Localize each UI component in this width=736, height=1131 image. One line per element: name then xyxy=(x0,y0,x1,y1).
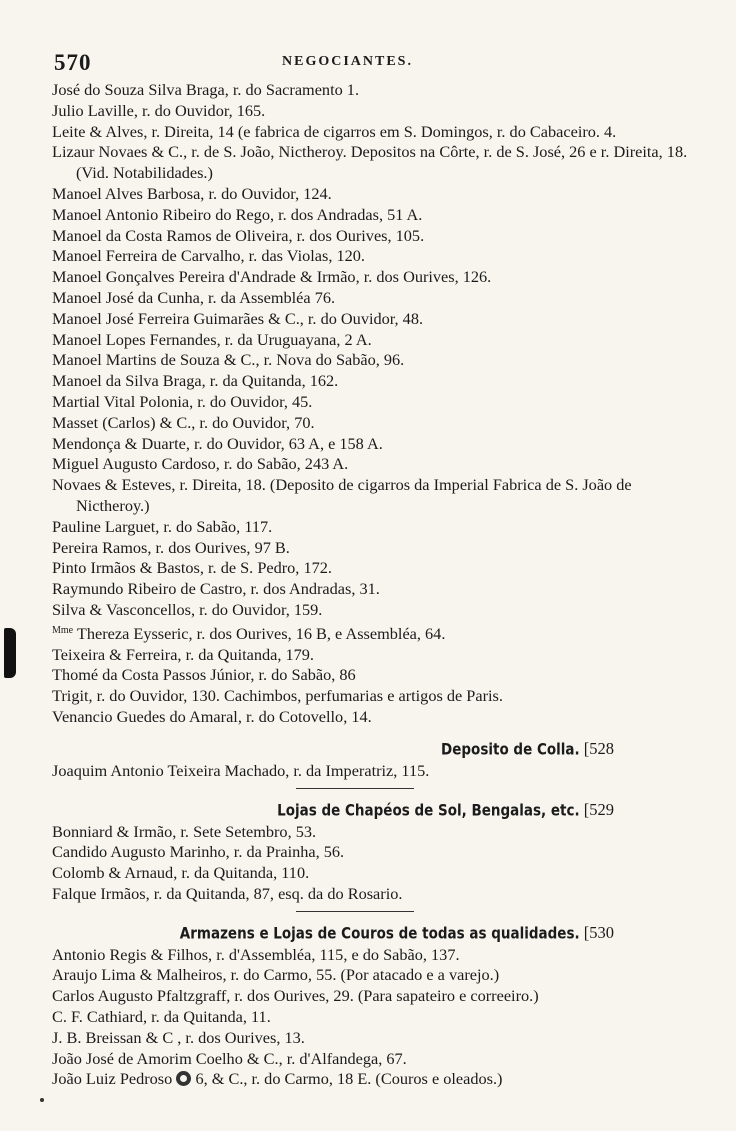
list-item: Lizaur Novaes & C., r. de S. João, Nictheroy. Depositos na Côrte, r. de S. José, 26 e r. Direita, 18. (Vid. Notabilidades.) xyxy=(52,142,688,183)
page-header xyxy=(52,50,692,80)
section-title: Deposito de Colla. xyxy=(441,740,580,759)
divider xyxy=(296,788,414,789)
list-item: Manoel Lopes Fernandes, r. da Uruguayana, 2 A. xyxy=(52,329,372,349)
list-item: Manoel Gonçalves Pereira d'Andrade & Irmão, r. dos Ourives, 126. xyxy=(52,267,492,287)
list-item: Martial Vital Polonia, r. do Ouvidor, 45. xyxy=(52,391,313,411)
seal-icon xyxy=(176,1071,191,1086)
list-item: Antonio Regis & Filhos, r. d'Assembléa, 115, e do Sabão, 137. xyxy=(52,944,460,964)
list-item: C. F. Cathiard, r. da Quitanda, 11. xyxy=(52,1007,271,1027)
list-item: Bonniard & Irmão, r. Sete Setembro, 53. xyxy=(52,821,317,841)
divider xyxy=(296,911,414,912)
list-item: Teixeira & Ferreira, r. da Quitanda, 179. xyxy=(52,644,314,664)
section-title: Lojas de Chapéos de Sol, Bengalas, etc. xyxy=(277,801,580,820)
list-item-text: João Luiz Pedroso xyxy=(52,1069,173,1089)
list-item: Manoel Ferreira de Carvalho, r. das Violas, 120. xyxy=(52,246,365,266)
section-heading xyxy=(52,922,692,945)
list-item: Manoel José Ferreira Guimarães & C., r. do Ouvidor, 48. xyxy=(52,308,424,328)
list-item-text: 6, & C., r. do Carmo, 18 E. (Couros e oleados.) xyxy=(195,1069,503,1089)
list-item: Raymundo Ribeiro de Castro, r. dos Andradas, 31. xyxy=(52,579,380,599)
list-item: Manoel da Silva Braga, r. da Quitanda, 162. xyxy=(52,371,339,391)
list-item: Manoel Alves Barbosa, r. do Ouvidor, 124. xyxy=(52,183,332,203)
merchant-list xyxy=(52,80,692,728)
section-number: [530 xyxy=(583,922,614,942)
list-item: Falque Irmãos, r. da Quitanda, 87, esq. da do Rosario. xyxy=(52,883,403,903)
list-item: Julio Laville, r. do Ouvidor, 165. xyxy=(52,100,266,120)
list-item: Araujo Lima & Malheiros, r. do Carmo, 55. (Por atacado e a varejo.) xyxy=(52,965,500,985)
margin-ink-mark xyxy=(4,628,16,678)
list-item: Pinto Irmãos & Bastos, r. de S. Pedro, 172. xyxy=(52,558,332,578)
section-title: Armazens e Lojas de Couros de todas as qualidades. xyxy=(179,924,580,943)
list-item: Silva & Vasconcellos, r. do Ouvidor, 159. xyxy=(52,599,323,619)
list-item: Venancio Guedes do Amaral, r. do Cotovello, 14. xyxy=(52,706,372,726)
list-item: Candido Augusto Marinho, r. da Prainha, 56. xyxy=(52,842,345,862)
list-item: Manoel Antonio Ribeiro do Rego, r. dos Andradas, 51 A. xyxy=(52,204,423,224)
section-number: [528 xyxy=(583,738,614,758)
list-item: Miguel Augusto Cardoso, r. do Sabão, 243 A. xyxy=(52,454,349,474)
list-item: Colomb & Arnaud, r. da Quitanda, 110. xyxy=(52,863,310,883)
list-item: Pauline Larguet, r. do Sabão, 117. xyxy=(52,516,273,536)
list-item xyxy=(52,621,692,645)
running-title: NEGOCIANTES. xyxy=(282,54,413,69)
list-item: J. B. Breissan & C , r. dos Ourives, 13. xyxy=(52,1027,305,1047)
list-item: Manoel José da Cunha, r. da Assembléa 76. xyxy=(52,287,336,307)
list-item: Pereira Ramos, r. dos Ourives, 97 B. xyxy=(52,537,290,557)
list-item: Masset (Carlos) & C., r. do Ouvidor, 70. xyxy=(52,412,315,432)
section-number: [529 xyxy=(583,799,614,819)
list-item: Manoel da Costa Ramos de Oliveira, r. dos Ourives, 105. xyxy=(52,225,425,245)
page-number: 570 xyxy=(54,50,92,75)
section-heading xyxy=(52,799,692,822)
section-heading xyxy=(52,738,692,761)
list-item: João José de Amorim Coelho & C., r. d'Alfandega, 67. xyxy=(52,1048,407,1068)
directory-page xyxy=(52,50,692,1090)
list-item: Manoel Martins de Souza & C., r. Nova do Sabão, 96. xyxy=(52,350,405,370)
list-item: Novaes & Esteves, r. Direita, 18. (Deposito de cigarros da Imperial Fabrica de S. João de Nictheroy.) xyxy=(52,475,632,515)
ink-speck xyxy=(40,1098,44,1102)
list-item xyxy=(52,1069,692,1090)
list-item: Leite & Alves, r. Direita, 14 (e fabrica de cigarros em S. Domingos, r. do Cabaceiro. 4. xyxy=(52,121,617,141)
list-item: Joaquim Antonio Teixeira Machado, r. da Imperatriz, 115. xyxy=(52,760,430,780)
list-item-text: Thereza Eysseric, r. dos Ourives, 16 B, e Assembléa, 64. xyxy=(76,623,446,643)
list-item: Carlos Augusto Pfaltzgraff, r. dos Ourives, 29. (Para sapateiro e correeiro.) xyxy=(52,986,539,1006)
mme-prefix: Mme xyxy=(52,624,74,636)
list-item: Trigit, r. do Ouvidor, 130. Cachimbos, perfumarias e artigos de Paris. xyxy=(52,686,503,706)
list-item: Thomé da Costa Passos Júnior, r. do Sabão, 86 xyxy=(52,665,356,685)
list-item: Mendonça & Duarte, r. do Ouvidor, 63 A, e 158 A. xyxy=(52,433,383,453)
list-item: José do Souza Silva Braga, r. do Sacramento 1. xyxy=(52,80,360,99)
